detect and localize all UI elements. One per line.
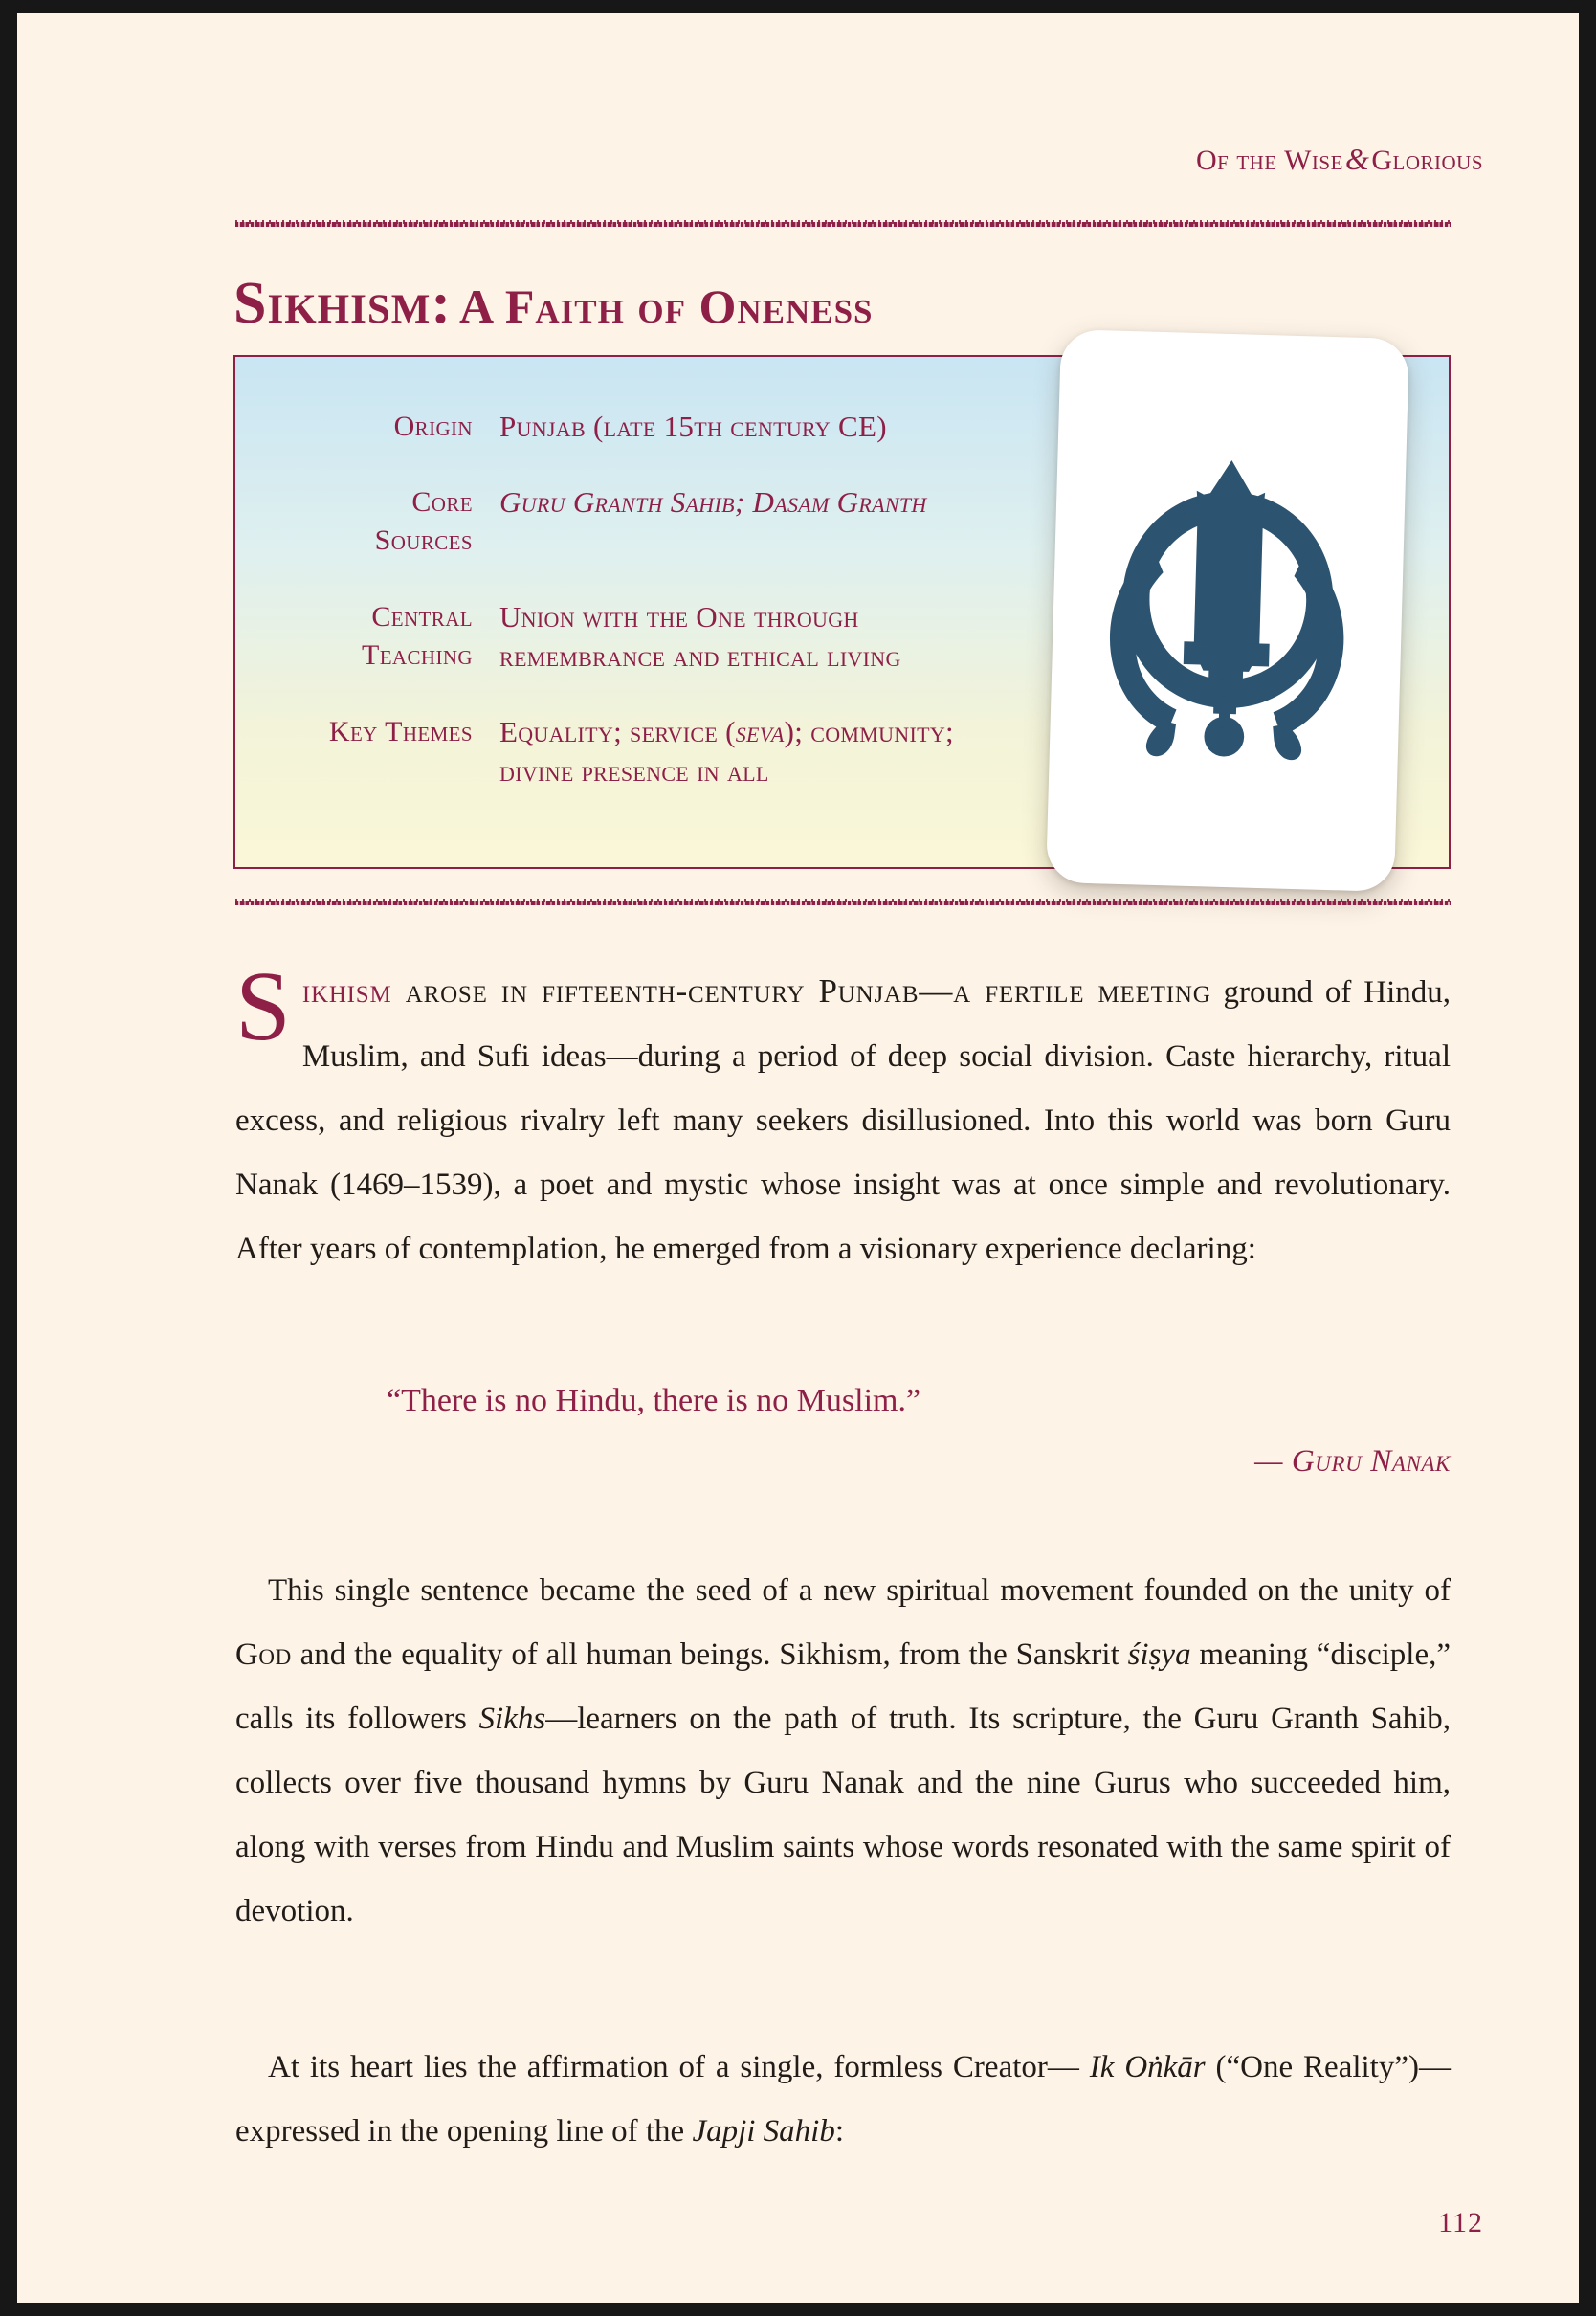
infobox-value-seva-term: seva: [735, 715, 785, 748]
infobox-value-core-sources: Guru Granth Sahib; Dasam Granth: [499, 485, 927, 519]
running-head-after: Glorious: [1371, 145, 1483, 176]
page-title-secondary: A Faith of Oneness: [459, 279, 874, 333]
paragraph-creator: [235, 2036, 1451, 2164]
paragraph-movement-seg1: This single sentence became the seed of a new spiritual movement founded on the unity of: [268, 1573, 1451, 1608]
infobox-label-core-sources-line2: Sources: [374, 523, 473, 556]
infobox-value-key-themes-line1b: ); community;: [784, 715, 954, 748]
paragraph-movement-seg2: and the equality of all human beings. Sikhism, from the Sanskrit: [291, 1637, 1128, 1672]
paragraph-lead-rest: arose in fifteenth-century Punjab—a fertile meeting: [391, 972, 1211, 1010]
emblem-card: [1046, 329, 1409, 892]
ornamental-rule-bottom: [235, 899, 1451, 907]
running-head-before: Of the Wise: [1195, 145, 1343, 176]
infobox-value-central-teaching-line2: remembrance and ethical living: [499, 638, 901, 673]
paragraph-intro: [235, 951, 1451, 1281]
infobox-row-central-teaching: [281, 598, 901, 677]
paragraph-creator-seg2: (“One Reality”)—expressed in the opening line of the: [235, 2050, 1451, 2149]
infobox-label-origin: Origin: [393, 411, 473, 442]
page-number: 112: [1438, 2207, 1483, 2238]
ornamental-rule-top: [235, 220, 1451, 229]
infobox-label-core-sources: [281, 483, 473, 559]
page-title: [233, 270, 874, 338]
smallcaps-god: God: [235, 1637, 292, 1672]
drop-cap: S: [235, 951, 291, 1061]
paragraph-movement-seg3: meaning “disciple,” calls its followers: [235, 1637, 1451, 1736]
paragraph-movement: [235, 1559, 1451, 1944]
paragraph-creator-seg1: At its heart lies the affirmation of a single, formless Creator—: [268, 2050, 1090, 2084]
term-sikhs: Sikhs: [478, 1702, 546, 1736]
infobox-value-key-themes: [499, 713, 954, 791]
running-head: [1196, 142, 1483, 177]
term-ik-onkar: Ik Oṅkār: [1089, 2050, 1206, 2084]
infobox-value-central-teaching: [499, 598, 901, 677]
pull-quote-attribution: — Guru Nanak: [1254, 1444, 1451, 1479]
infobox-label-central-teaching-line2: Teaching: [361, 638, 473, 671]
pull-quote: “There is no Hindu, there is no Muslim.”: [387, 1383, 921, 1418]
paragraph-lead-name: ikhism: [301, 972, 392, 1010]
infobox-label-core-sources-line1: Core: [411, 486, 473, 518]
page-title-primary: Sikhism:: [233, 271, 452, 336]
paragraph-intro-body: ground of Hindu, Muslim, and Sufi ideas—during a period of deep social division. Caste hierarchy, ritual excess, and religious rivalry left many seekers disillusioned. Into this world was born Guru Nanak (1469–1539), a poet and mystic whose insight was at once simple and revolutionary. After years of contemplation, he emerged from a visionary experience declaring:: [235, 975, 1451, 1266]
sanskrit-term-sisya: śiṣya: [1127, 1637, 1191, 1672]
infobox-row-key-themes: [281, 713, 954, 791]
infobox-label-key-themes: Key Themes: [328, 716, 473, 747]
term-japji-sahib: Japji Sahib: [692, 2114, 835, 2149]
paragraph-creator-seg3: :: [834, 2114, 845, 2149]
infobox-row-core-sources: [281, 483, 927, 559]
infobox-label-central-teaching: [281, 598, 473, 674]
book-page: [17, 13, 1579, 2303]
infobox-value-key-themes-line2: divine presence in all: [499, 753, 769, 788]
paragraph-movement-seg4: —learners on the path of truth. Its scripture, the Guru Granth Sahib, collects over five thousand hymns by Guru Nanak and the nine Gurus who succeeded him, along with verses from Hindu and Muslim saints whose words resonated with the same spirit of devotion.: [235, 1702, 1451, 1928]
infobox-value-key-themes-line1a: Equality; service (: [499, 715, 736, 748]
infobox-value-central-teaching-line1: Union with the One through: [499, 600, 859, 634]
infobox-value-origin: Punjab (late 15th century CE): [499, 410, 887, 443]
khanda-icon: [1080, 454, 1376, 768]
infobox-row-origin: [281, 408, 887, 447]
ampersand-glyph: &: [1344, 142, 1370, 176]
infobox-label-central-teaching-line1: Central: [371, 601, 473, 633]
